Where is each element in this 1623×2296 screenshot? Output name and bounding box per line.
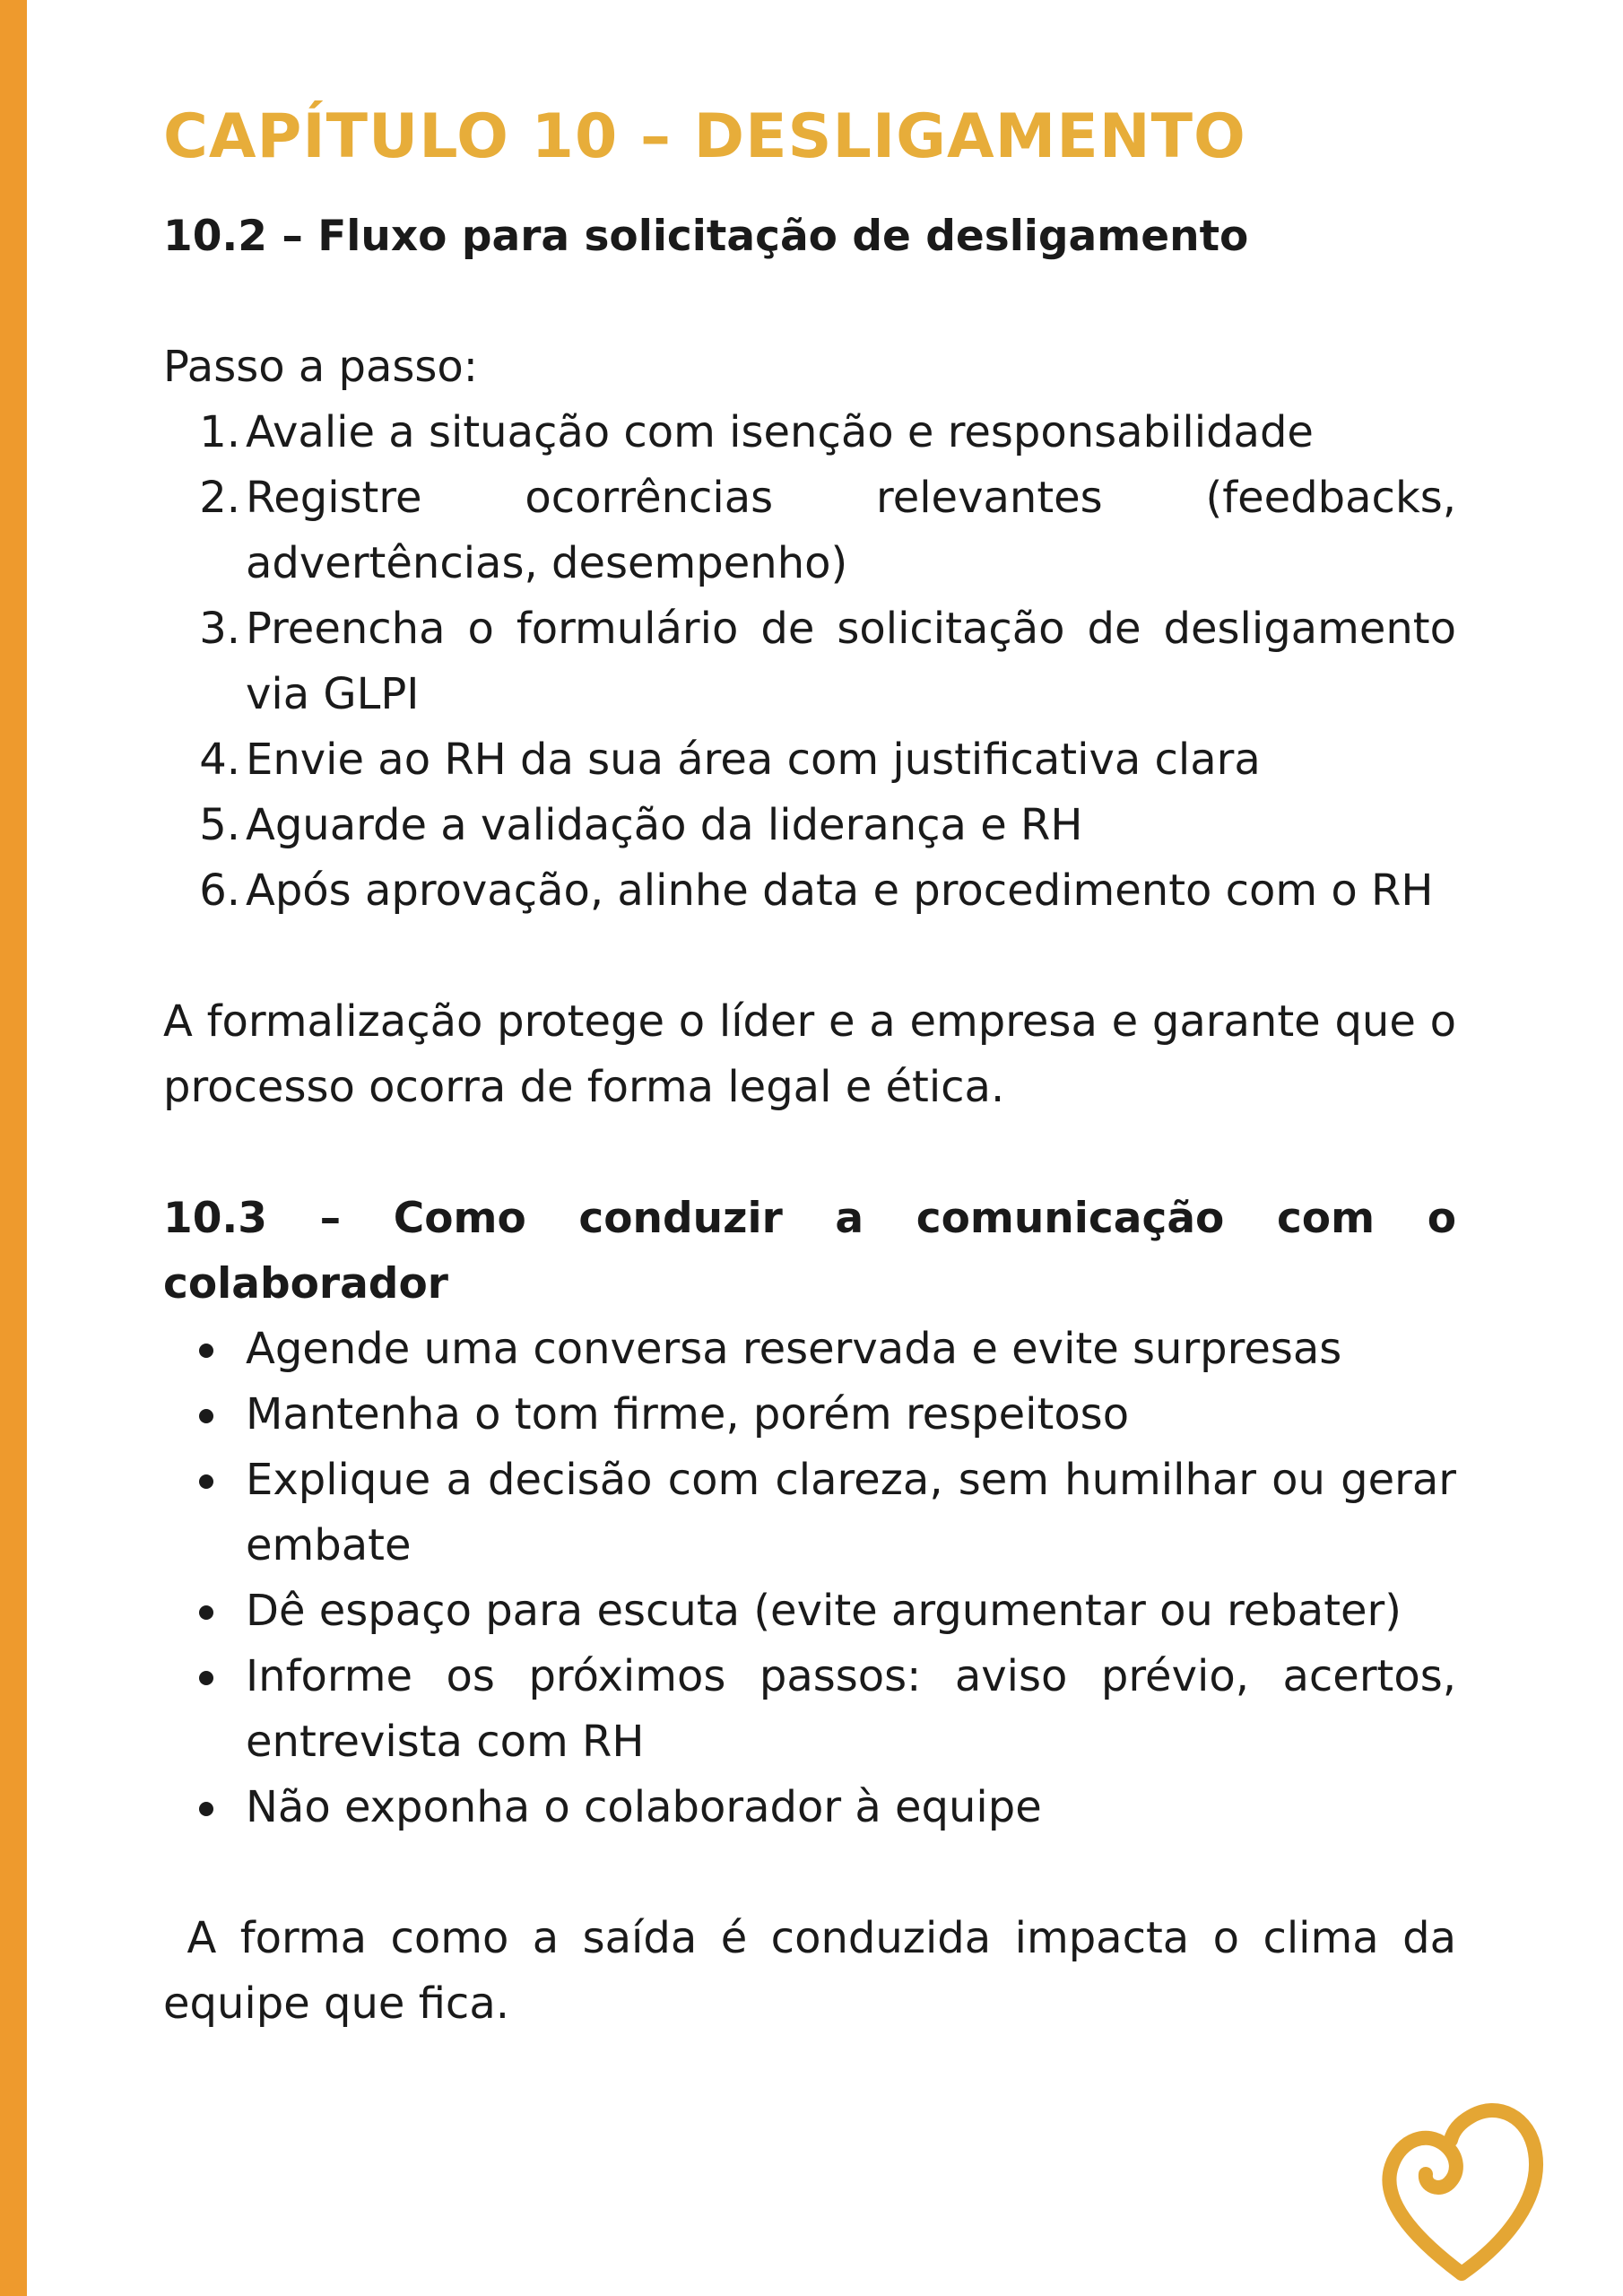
bullet-dot-icon [199, 1802, 213, 1816]
bullet-item: Dê espaço para escuta (evite argumentar ou rebater) [163, 1578, 1456, 1644]
communication-bullets [163, 1317, 1456, 1840]
bullet-item: Agende uma conversa reservada e evite surpresas [163, 1317, 1456, 1382]
step-item: 1. Avalie a situação com isenção e responsabilidade [199, 407, 1314, 457]
page-content [163, 94, 1456, 2037]
steps-intro: Passo a passo: [163, 342, 478, 392]
chapter-title: CAPÍTULO 10 – DESLIGAMENTO [163, 101, 1246, 172]
bullet-item: Explique a decisão com clareza, sem humilhar ou gerar embate [163, 1448, 1456, 1578]
side-accent-bar [0, 0, 27, 2296]
step-item: 3. Preencha o formulário de solicitação de desligamento via GLPI [199, 604, 1456, 719]
formalization-paragraph: A formalização protege o líder e a empresa e garante que o processo ocorra de forma legal e ética. [163, 996, 1456, 1112]
section-heading-10-3: 10.3 – Como conduzir a comunicação com o colaborador [163, 1194, 1456, 1309]
bullet-dot-icon [199, 1474, 213, 1489]
step-item: 2. Registre ocorrências relevantes (feedbacks, advertências, desempenho) [199, 473, 1456, 588]
heart-outline-icon [1372, 2090, 1551, 2287]
step-item: 4. Envie ao RH da sua área com justificativa clara [199, 735, 1261, 785]
bullet-item: Não exponha o colaborador à equipe [163, 1775, 1456, 1840]
bullet-item: Mantenha o tom firme, porém respeitoso [163, 1382, 1456, 1448]
step-item: 5. Aguarde a validação da liderança e RH [199, 800, 1083, 850]
step-item: 6. Após aprovação, alinhe data e procedimento com o RH [199, 865, 1434, 916]
bullet-dot-icon [199, 1605, 213, 1620]
section-heading-10-2: 10.2 – Fluxo para solicitação de desligamento [163, 212, 1249, 261]
steps-list [163, 400, 1456, 924]
closing-paragraph: A forma como a saída é conduzida impacta o clima da equipe que fica. [163, 1913, 1456, 2029]
bullet-dot-icon [199, 1344, 213, 1358]
bullet-dot-icon [199, 1409, 213, 1423]
bullet-item: Informe os próximos passos: aviso prévio, acertos, entrevista com RH [163, 1644, 1456, 1775]
bullet-dot-icon [199, 1671, 213, 1685]
